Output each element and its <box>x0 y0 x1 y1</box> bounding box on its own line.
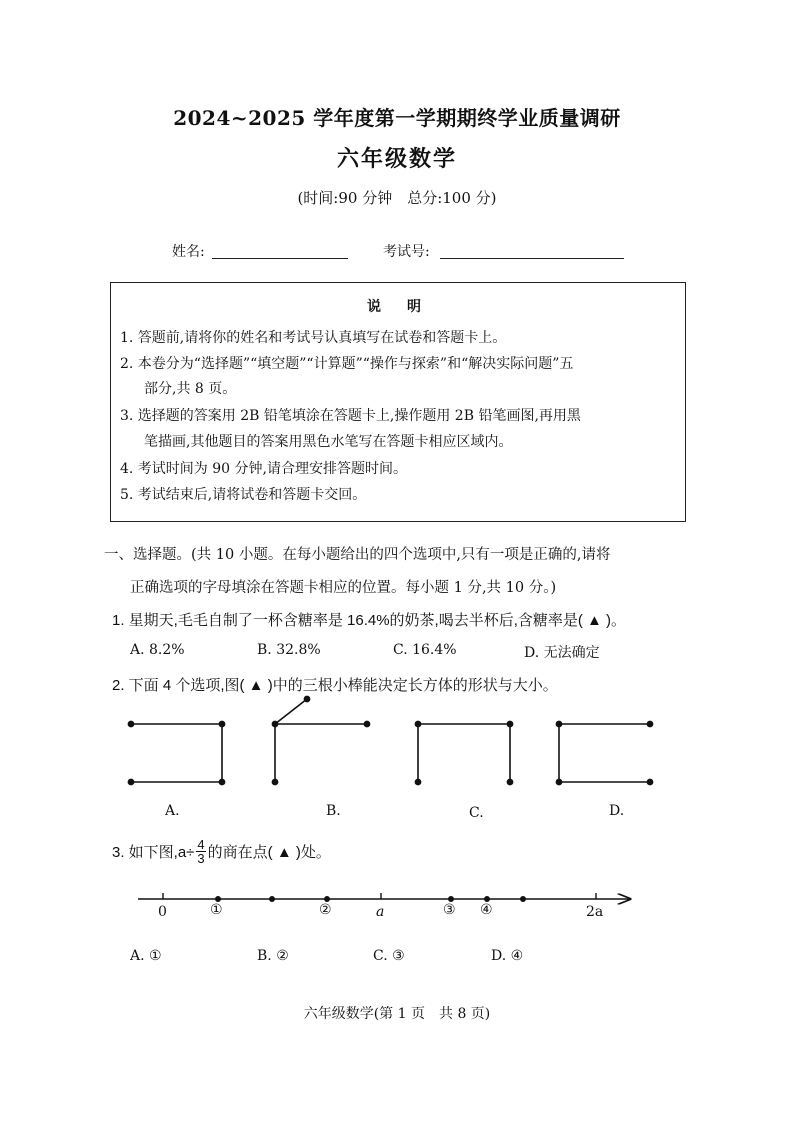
section1-heading-cont: 正确选项的字母填涂在答题卡相应的位置。每小题 1 分,共 10 分。) <box>130 580 557 596</box>
section1-heading: 一、选择题。(共 10 小题。在每小题给出的四个选项中,只有一项是正确的,请将 <box>104 547 611 563</box>
q2-option-d[interactable]: D. <box>609 803 625 819</box>
nl-label-2: ② <box>319 902 332 918</box>
question-2: 2. 下面 4 个选项,图( ▲ )中的三根小棒能决定长方体的形状与大小。 <box>112 677 558 694</box>
nl-label-2a: 2a <box>586 904 604 920</box>
point-unlabeled-2 <box>520 896 526 902</box>
nl-label-3: ③ <box>443 902 456 918</box>
q1-option-a[interactable]: A. 8.2% <box>130 642 185 658</box>
time-info: (时间:90 分钟 总分:100 分) <box>297 189 497 207</box>
q3-text-after: 的商在点( ▲ )处。 <box>207 843 331 861</box>
name-field[interactable] <box>212 258 348 259</box>
q3-option-c[interactable]: C. ③ <box>373 948 405 964</box>
q2-figures <box>0 690 794 800</box>
instruction-item-3-cont: 笔描画,其他题目的答案用黑色水笔写在答题卡相应区域内。 <box>144 434 513 450</box>
q2-option-b[interactable]: B. <box>326 803 341 819</box>
question-1: 1. 星期天,毛毛自制了一杯含糖率是 16.4%的奶茶,喝去半杯后,含糖率是( ▲ )。 <box>112 612 627 629</box>
page-footer: 六年级数学(第 1 页 共 8 页) <box>303 1006 491 1022</box>
figure-d <box>556 721 652 784</box>
figure-a <box>128 721 224 784</box>
instruction-item-3: 3. 选择题的答案用 2B 铅笔填涂在答题卡上,操作题用 2B 铅笔画图,再用黑 <box>120 408 581 424</box>
q2-option-c[interactable]: C. <box>469 805 484 821</box>
q1-option-d[interactable]: D. 无法确定 <box>524 645 600 661</box>
nl-label-4: ④ <box>480 902 493 918</box>
nl-label-a: a <box>376 904 385 920</box>
instruction-item-2: 2. 本卷分为“选择题”“填空题”“计算题”“操作与探索”和“解决实际问题”五 <box>120 356 574 372</box>
exam-no-label: 考试号: <box>383 244 430 260</box>
nl-label-1: ① <box>210 902 223 918</box>
nl-label-0: 0 <box>158 904 167 920</box>
instruction-item-1: 1. 答题前,请将你的姓名和考试号认真填写在试卷和答题卡上。 <box>120 330 507 346</box>
q3-fraction-numerator: 4 <box>197 836 205 852</box>
question-3 <box>112 836 331 866</box>
q3-option-b[interactable]: B. ② <box>257 948 289 964</box>
q3-fraction <box>196 838 205 865</box>
instruction-item-5: 5. 考试结束后,请将试卷和答题卡交回。 <box>120 487 367 503</box>
exam-no-field[interactable] <box>440 258 624 259</box>
instruction-item-2-cont: 部分,共 8 页。 <box>144 381 237 397</box>
instruction-item-4: 4. 考试时间为 90 分钟,请合理安排答题时间。 <box>120 461 407 477</box>
q3-fraction-denominator: 3 <box>197 850 205 866</box>
name-label: 姓名: <box>172 244 205 260</box>
point-unlabeled-1 <box>269 896 275 902</box>
q3-option-d[interactable]: D. ④ <box>491 948 524 964</box>
figure-b <box>272 696 369 784</box>
q3-option-a[interactable]: A. ① <box>130 948 162 964</box>
q3-text-before: 3. 如下图,a÷ <box>112 843 195 861</box>
subject-title: 六年级数学 <box>336 146 457 172</box>
q2-option-a[interactable]: A. <box>165 803 180 819</box>
q1-option-b[interactable]: B. 32.8% <box>257 642 321 658</box>
instructions-heading: 说 明 <box>367 299 427 315</box>
number-line <box>0 880 794 940</box>
exam-title: 2024~2025 学年度第一学期期终学业质量调研 <box>173 106 621 130</box>
figure-c <box>415 721 512 784</box>
q1-option-c[interactable]: C. 16.4% <box>393 642 457 658</box>
